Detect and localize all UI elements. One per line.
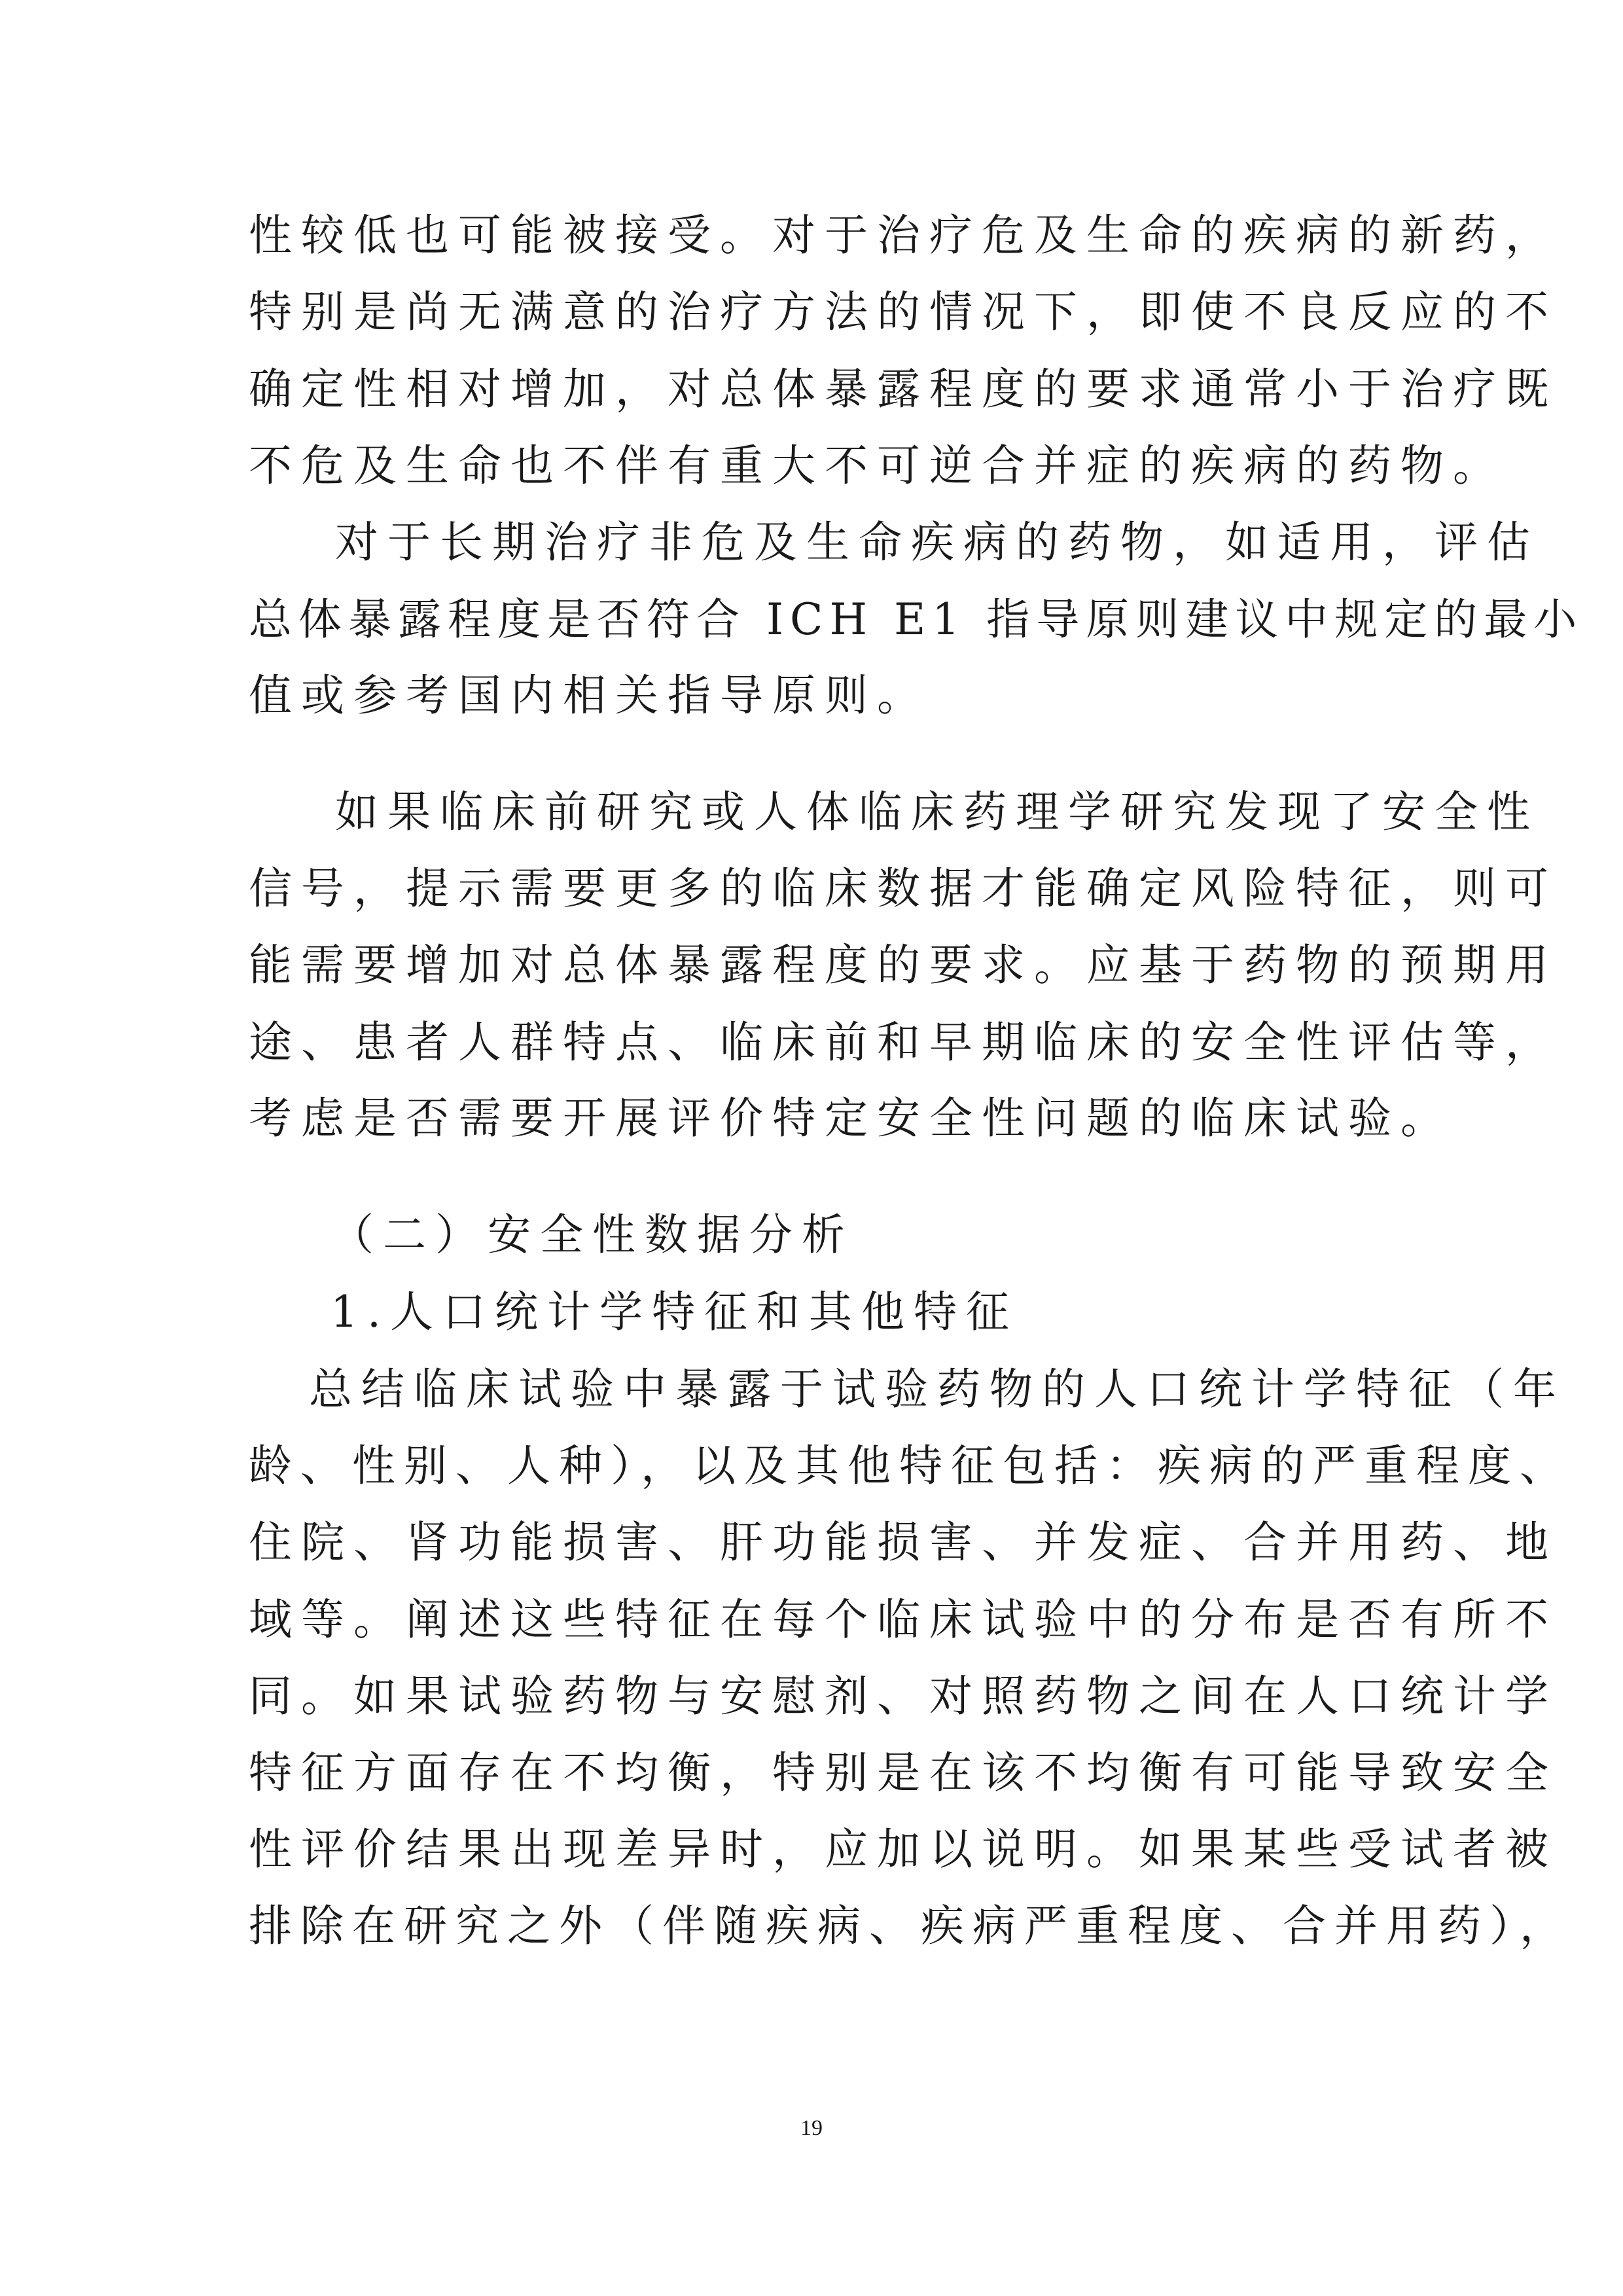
paragraph-line: 性评价结果出现差异时，应加以说明。如果某些受试者被 [249,1824,1558,1874]
paragraph-line: 总结临床试验中暴露于试验药物的人口统计学特征（年 [309,1364,1565,1414]
paragraph-line: 域等。阐述这些特征在每个临床试验中的分布是否有所不 [249,1594,1558,1645]
paragraph-line: 不危及生命也不伴有重大不可逆合并症的疾病的药物。 [249,440,1505,491]
subsection-heading: 1.人口统计学特征和其他特征 [330,1287,1018,1337]
section-heading: （二）安全性数据分析 [330,1210,854,1260]
paragraph-line: 总体暴露程度是否符合 ICH E1 指导原则建议中规定的最小 [249,594,1584,645]
paragraph-line: 龄、性别、人种），以及其他特征包括：疾病的严重程度、 [249,1441,1571,1491]
paragraph-line: 考虑是否需要开展评价特定安全性问题的临床试验。 [249,1093,1453,1143]
paragraph-line: 对于长期治疗非危及生命疾病的药物，如适用，评估 [335,517,1539,567]
paragraph-line: 值或参考国内相关指导原则。 [249,670,929,721]
paragraph-line: 住院、肾功能损害、肝功能损害、并发症、合并用药、地 [249,1517,1558,1568]
paragraph-line: 排除在研究之外（伴随疾病、疾病严重程度、合并用药）， [249,1901,1571,1951]
paragraph-line: 确定性相对增加，对总体暴露程度的要求通常小于治疗既 [249,364,1558,414]
paragraph-line: 能需要增加对总体暴露程度的要求。应基于药物的预期用 [249,940,1558,990]
paragraph-line: 如果临床前研究或人体临床药理学研究发现了安全性 [335,787,1539,837]
page-number: 19 [800,2116,823,2140]
paragraph-line: 信号，提示需要更多的临床数据才能确定风险特征，则可 [249,863,1558,914]
paragraph-line: 特征方面存在不均衡，特别是在该不均衡有可能导致安全 [249,1748,1558,1798]
paragraph-line: 途、患者人群特点、临床前和早期临床的安全性评估等， [249,1017,1558,1067]
paragraph-line: 性较低也可能被接受。对于治疗危及生命的疾病的新药， [249,210,1558,260]
paragraph-line: 特别是尚无满意的治疗方法的情况下，即使不良反应的不 [249,287,1558,337]
paragraph-line: 同。如果试验药物与安慰剂、对照药物之间在人口统计学 [249,1671,1558,1721]
